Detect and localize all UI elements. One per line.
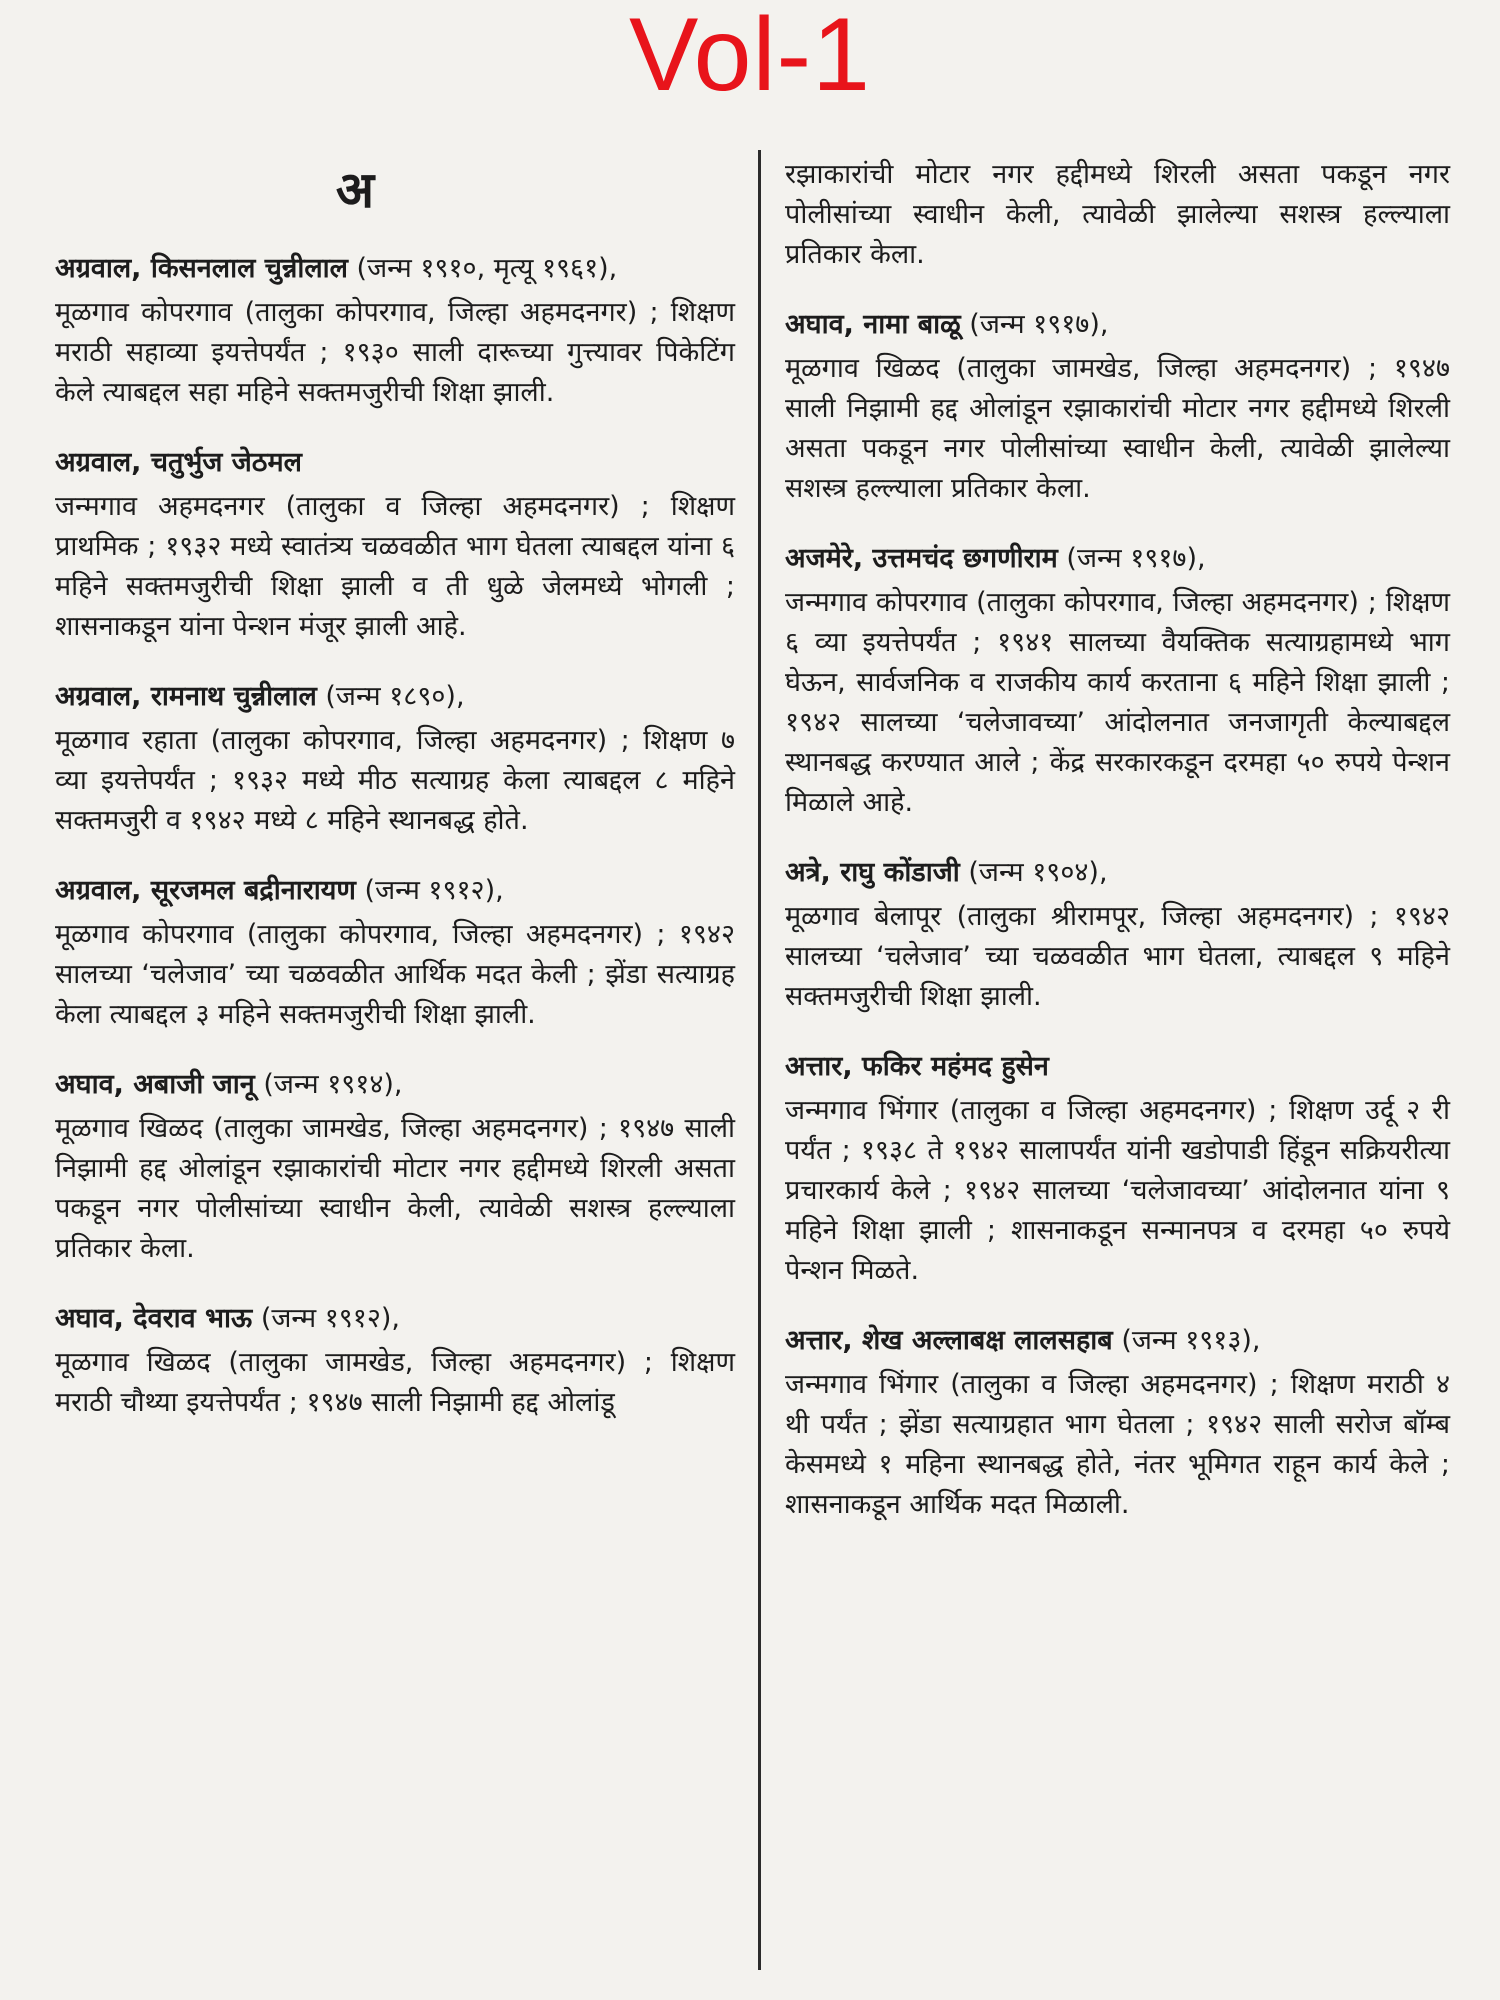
volume-label: Vol-1 — [628, 0, 872, 113]
section-letter: अ — [335, 161, 375, 219]
entry-meta: (जन्म १९१७), — [969, 309, 1109, 340]
entry-text: जन्मगाव भिंगार (तालुका व जिल्हा अहमदनगर) ; शिक्षण उर्दू २ री पर्यंत ; १९३८ ते १९४२ सालापर्यंत यांनी खडोपाडी हिंडून सक्रियरीत्या प्रचारकार्य केले ; १९४२ सालच्या ‘चलेजावच्या’ आंदोलनात यांना ९ महिने शिक्षा झाली ; शासनाकडून सन्मानपत्र व दरमहा ५० रुपये पेन्शन मिळते. — [785, 1095, 1450, 1286]
entry-name: अग्रवाल, किसनलाल चुन्नीलाल — [55, 253, 348, 284]
entry-text: जन्मगाव अहमदनगर (तालुका व जिल्हा अहमदनगर) ; शिक्षण प्राथमिक ; १९३२ मध्ये स्वातंत्र्य चळवळीत भाग घेतला त्याबद्दल यांना ६ महिने सक्तमजुरीची शिक्षा झाली व ती धुळे जेलमध्ये भोगली ; शासनाकडून यांना पेन्शन मंजूर झाली आहे. — [55, 491, 735, 642]
entry — [785, 1321, 1450, 1525]
entry — [785, 1047, 1450, 1291]
right-column — [785, 155, 1450, 1990]
entry-text: जन्मगाव भिंगार (तालुका व जिल्हा अहमदनगर) ; शिक्षण मराठी ४ थी पर्यंत ; झेंडा सत्याग्रहात भाग घेतला ; १९४२ साली सरोज बॉम्ब केसमध्ये १ महिना स्थानबद्ध होते, नंतर भूमिगत राहून कार्य केले ; शासनाकडून आर्थिक मदत मिळाली. — [785, 1369, 1450, 1520]
entry-text: मूळगाव बेलापूर (तालुका श्रीरामपूर, जिल्हा अहमदनगर) ; १९४२ सालच्या ‘चलेजाव’ च्या चळवळीत भाग घेतला, त्याबद्दल ९ महिने सक्तमजुरीची शिक्षा झाली. — [785, 901, 1450, 1012]
entry-text: मूळगाव खिळद (तालुका जामखेड, जिल्हा अहमदनगर) ; १९४७ साली निझामी हद्द ओलांडून रझाकारांची मोटार नगर हद्दीमध्ये शिरली असता पकडून नगर पोलीसांच्या स्वाधीन केली, त्यावेळी झालेल्या सशस्त्र हल्ल्याला प्रतिकार केला. — [785, 353, 1450, 504]
entry-meta: (जन्म १९१२), — [364, 875, 504, 906]
entry — [55, 443, 735, 647]
entry — [785, 305, 1450, 509]
entry — [55, 677, 735, 841]
column-divider — [758, 150, 761, 1970]
entry-name: अत्तार, शेख अल्लाबक्ष लालसहाब — [785, 1325, 1113, 1356]
entry — [55, 1065, 735, 1269]
entry-meta: (जन्म १९१३), — [1121, 1325, 1261, 1356]
entry-meta: (जन्म १९१४), — [263, 1069, 403, 1100]
entry — [785, 539, 1450, 823]
entry-name: अग्रवाल, रामनाथ चुन्नीलाल — [55, 681, 317, 712]
entry-name: अत्रे, राघु कोंडाजी — [785, 857, 960, 888]
entry-meta: (जन्म १८९०), — [325, 681, 465, 712]
entry — [785, 853, 1450, 1017]
entry-meta: (जन्म १९०४), — [968, 857, 1108, 888]
entry-text: मूळगाव कोपरगाव (तालुका कोपरगाव, जिल्हा अहमदनगर) ; शिक्षण मराठी सहाव्या इयत्तेपर्यंत ; १९३० साली दारूच्या गुत्त्यावर पिकेटिंग केले त्याबद्दल सहा महिने सक्तमजुरीची शिक्षा झाली. — [55, 297, 735, 408]
entry — [55, 1299, 735, 1423]
entry-name: अघाव, अबाजी जानू — [55, 1069, 255, 1100]
entry-name: अघाव, नामा बाळू — [785, 309, 961, 340]
entry-meta: (जन्म १९१७), — [1066, 543, 1206, 574]
left-column — [55, 155, 735, 1990]
entry — [55, 249, 735, 413]
entry-text: जन्मगाव कोपरगाव (तालुका कोपरगाव, जिल्हा अहमदनगर) ; शिक्षण ६ व्या इयत्तेपर्यंत ; १९४१ सालच्या वैयक्तिक सत्याग्रहामध्ये भाग घेऊन, सार्वजनिक व राजकीय कार्य करताना ६ महिने शिक्षा झाली ; १९४२ सालच्या ‘चलेजावच्या’ आंदोलनात जनजागृती केल्याबद्दल स्थानबद्ध करण्यात आले ; केंद्र सरकारकडून दरमहा ५० रुपये पेन्शन मिळाले आहे. — [785, 587, 1450, 818]
entry-name: अघाव, देवराव भाऊ — [55, 1303, 253, 1334]
entry-name: अजमेरे, उत्तमचंद छगणीराम — [785, 543, 1058, 574]
continued-text: रझाकारांची मोटार नगर हद्दीमध्ये शिरली असता पकडून नगर पोलीसांच्या स्वाधीन केली, त्यावेळी झालेल्या सशस्त्र हल्ल्याला प्रतिकार केला. — [785, 159, 1450, 270]
entry-text: मूळगाव खिळद (तालुका जामखेड, जिल्हा अहमदनगर) ; शिक्षण मराठी चौथ्या इयत्तेपर्यंत ; १९४७ साली निझामी हद्द ओलांडू — [55, 1347, 735, 1418]
entry-meta: (जन्म १९१२), — [260, 1303, 400, 1334]
entry-name: अत्तार, फकिर महंमद हुसेन — [785, 1051, 1049, 1082]
entry-name: अग्रवाल, सूरजमल बद्रीनारायण — [55, 875, 356, 906]
entry-text: मूळगाव रहाता (तालुका कोपरगाव, जिल्हा अहमदनगर) ; शिक्षण ७ व्या इयत्तेपर्यंत ; १९३२ मध्ये मीठ सत्याग्रह केला त्याबद्दल ८ महिने सक्तमजुरी व १९४२ मध्ये ८ महिने स्थानबद्ध होते. — [55, 725, 735, 836]
entry-text: मूळगाव कोपरगाव (तालुका कोपरगाव, जिल्हा अहमदनगर) ; १९४२ सालच्या ‘चलेजाव’ च्या चळवळीत आर्थिक मदत केली ; झेंडा सत्याग्रह केला त्याबद्दल ३ महिने सक्तमजुरीची शिक्षा झाली. — [55, 919, 735, 1030]
entry — [55, 871, 735, 1035]
entry-text: मूळगाव खिळद (तालुका जामखेड, जिल्हा अहमदनगर) ; १९४७ साली निझामी हद्द ओलांडून रझाकारांची मोटार नगर हद्दीमध्ये शिरली असता पकडून नगर पोलीसांच्या स्वाधीन केली, त्यावेळी सशस्त्र हल्ल्याला प्रतिकार केला. — [55, 1113, 735, 1264]
entry-name: अग्रवाल, चतुर्भुज जेठमल — [55, 447, 302, 478]
entry-meta: (जन्म १९१०, मृत्यू १९६१), — [356, 253, 618, 284]
